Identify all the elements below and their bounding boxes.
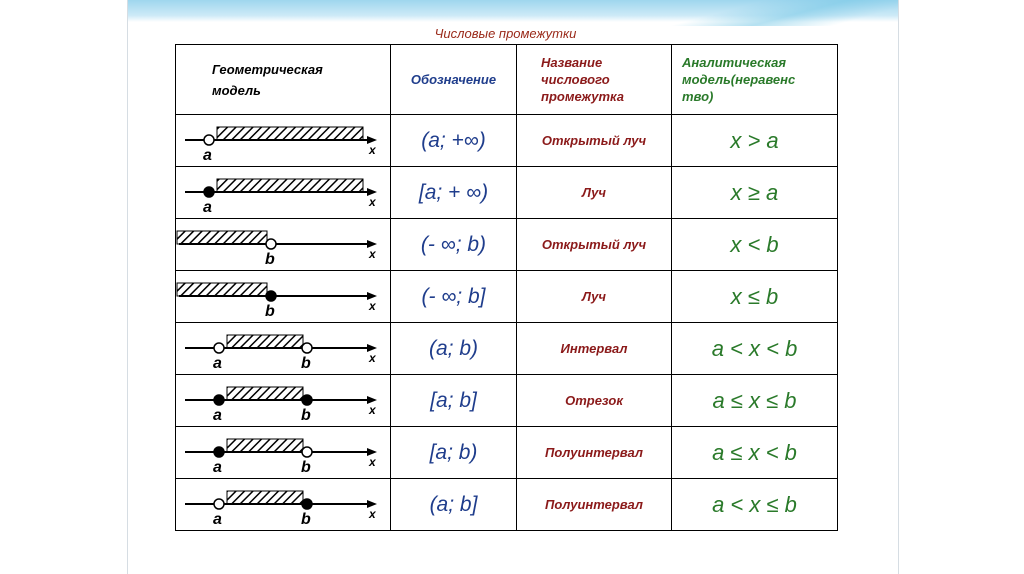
open-point-marker xyxy=(214,499,224,509)
point-label-b: b xyxy=(265,251,275,268)
inequality-cell: x > a xyxy=(672,115,838,167)
closed-point-marker xyxy=(302,499,312,509)
axis-x-label: x xyxy=(369,507,376,521)
header-analytic-model xyxy=(672,45,838,115)
open-point-marker xyxy=(214,343,224,353)
open-point-marker xyxy=(266,239,276,249)
header-geometric-line-1: Геометрическая xyxy=(212,61,323,77)
header-analytic-line-2: модель(неравенс xyxy=(682,72,796,87)
inequality-cell: x ≥ a xyxy=(672,167,838,219)
inequality-cell: a < x ≤ b xyxy=(672,479,838,531)
table-row xyxy=(176,271,838,323)
notation-cell: (- ∞; b] xyxy=(391,271,517,323)
axis-x-label: x xyxy=(369,455,376,469)
hatched-region xyxy=(227,439,303,452)
number-line-cell xyxy=(176,427,391,479)
interval-name-cell: Луч xyxy=(517,167,672,219)
axis-x-label: x xyxy=(369,403,376,417)
header-name-line-2: числового xyxy=(541,72,610,87)
header-name-line-1: Название xyxy=(541,55,603,70)
hatched-region xyxy=(177,283,267,296)
point-label-b: b xyxy=(301,459,311,476)
closed-point-marker xyxy=(302,395,312,405)
inequality-cell: a ≤ x < b xyxy=(672,427,838,479)
notation-cell: (a; +∞) xyxy=(391,115,517,167)
interval-name-cell: Отрезок xyxy=(517,375,672,427)
notation-cell: (a; b] xyxy=(391,479,517,531)
interval-name-cell: Луч xyxy=(517,271,672,323)
axis-x-label: x xyxy=(369,143,376,157)
closed-point-marker xyxy=(266,291,276,301)
hatched-region xyxy=(217,127,363,140)
interval-name-cell: Открытый луч xyxy=(517,219,672,271)
interval-name-cell: Полуинтервал xyxy=(517,427,672,479)
open-point-marker xyxy=(204,135,214,145)
point-label-a: a xyxy=(213,407,222,424)
open-point-marker xyxy=(302,343,312,353)
header-row xyxy=(176,45,838,115)
hatched-region xyxy=(227,335,303,348)
table-body xyxy=(176,115,838,531)
axis-x-label: x xyxy=(369,195,376,209)
notation-cell: (a; b) xyxy=(391,323,517,375)
table-row xyxy=(176,115,838,167)
number-line-cell xyxy=(176,479,391,531)
number-line-cell xyxy=(176,115,391,167)
header-analytic-line-1: Аналитическая xyxy=(682,55,786,70)
point-label-a: a xyxy=(203,199,212,216)
intervals-table xyxy=(175,44,838,531)
table-row xyxy=(176,323,838,375)
hatched-region xyxy=(227,387,303,400)
notation-cell: [a; b] xyxy=(391,375,517,427)
point-label-a: a xyxy=(203,147,212,164)
point-label-a: a xyxy=(213,459,222,476)
table-row xyxy=(176,375,838,427)
closed-point-marker xyxy=(214,447,224,457)
table-row xyxy=(176,479,838,531)
axis-x-label: x xyxy=(369,247,376,261)
number-line-diagram xyxy=(176,427,391,478)
axis-x-label: x xyxy=(369,351,376,365)
inequality-cell: a < x < b xyxy=(672,323,838,375)
point-label-b: b xyxy=(301,355,311,372)
table-row xyxy=(176,167,838,219)
number-line-diagram xyxy=(176,375,391,426)
interval-name-cell: Полуинтервал xyxy=(517,479,672,531)
inequality-cell: a ≤ x ≤ b xyxy=(672,375,838,427)
number-line-diagram xyxy=(176,115,391,166)
number-line-cell xyxy=(176,167,391,219)
inequality-cell: x < b xyxy=(672,219,838,271)
point-label-b: b xyxy=(301,511,311,528)
number-line-diagram xyxy=(176,479,391,530)
point-label-a: a xyxy=(213,511,222,528)
hatched-region xyxy=(217,179,363,192)
header-name-line-3: промежутка xyxy=(541,89,624,104)
number-line-diagram xyxy=(176,271,391,322)
interval-name-cell: Интервал xyxy=(517,323,672,375)
inequality-cell: x ≤ b xyxy=(672,271,838,323)
axis-x-label: x xyxy=(369,299,376,313)
table-row xyxy=(176,427,838,479)
point-label-b: b xyxy=(265,303,275,320)
header-interval-name xyxy=(517,45,672,115)
number-line-diagram xyxy=(176,167,391,218)
number-line-cell xyxy=(176,375,391,427)
notation-cell: (- ∞; b) xyxy=(391,219,517,271)
point-label-b: b xyxy=(301,407,311,424)
number-line-cell xyxy=(176,323,391,375)
number-line-diagram xyxy=(176,323,391,374)
closed-point-marker xyxy=(204,187,214,197)
slide-title: Числовые промежутки xyxy=(434,26,577,41)
closed-point-marker xyxy=(214,395,224,405)
number-line-diagram xyxy=(176,219,391,270)
number-line-cell xyxy=(176,219,391,271)
table-row xyxy=(176,219,838,271)
hatched-region xyxy=(177,231,267,244)
interval-name-cell: Открытый луч xyxy=(517,115,672,167)
header-notation: Обозначение xyxy=(391,45,517,115)
notation-cell: [a; b) xyxy=(391,427,517,479)
hatched-region xyxy=(227,491,303,504)
header-geometric-model xyxy=(176,45,391,115)
open-point-marker xyxy=(302,447,312,457)
header-analytic-line-3: тво) xyxy=(682,89,714,104)
point-label-a: a xyxy=(213,355,222,372)
header-geometric-line-2: модель xyxy=(212,82,261,98)
notation-cell: [a; + ∞) xyxy=(391,167,517,219)
number-line-cell xyxy=(176,271,391,323)
